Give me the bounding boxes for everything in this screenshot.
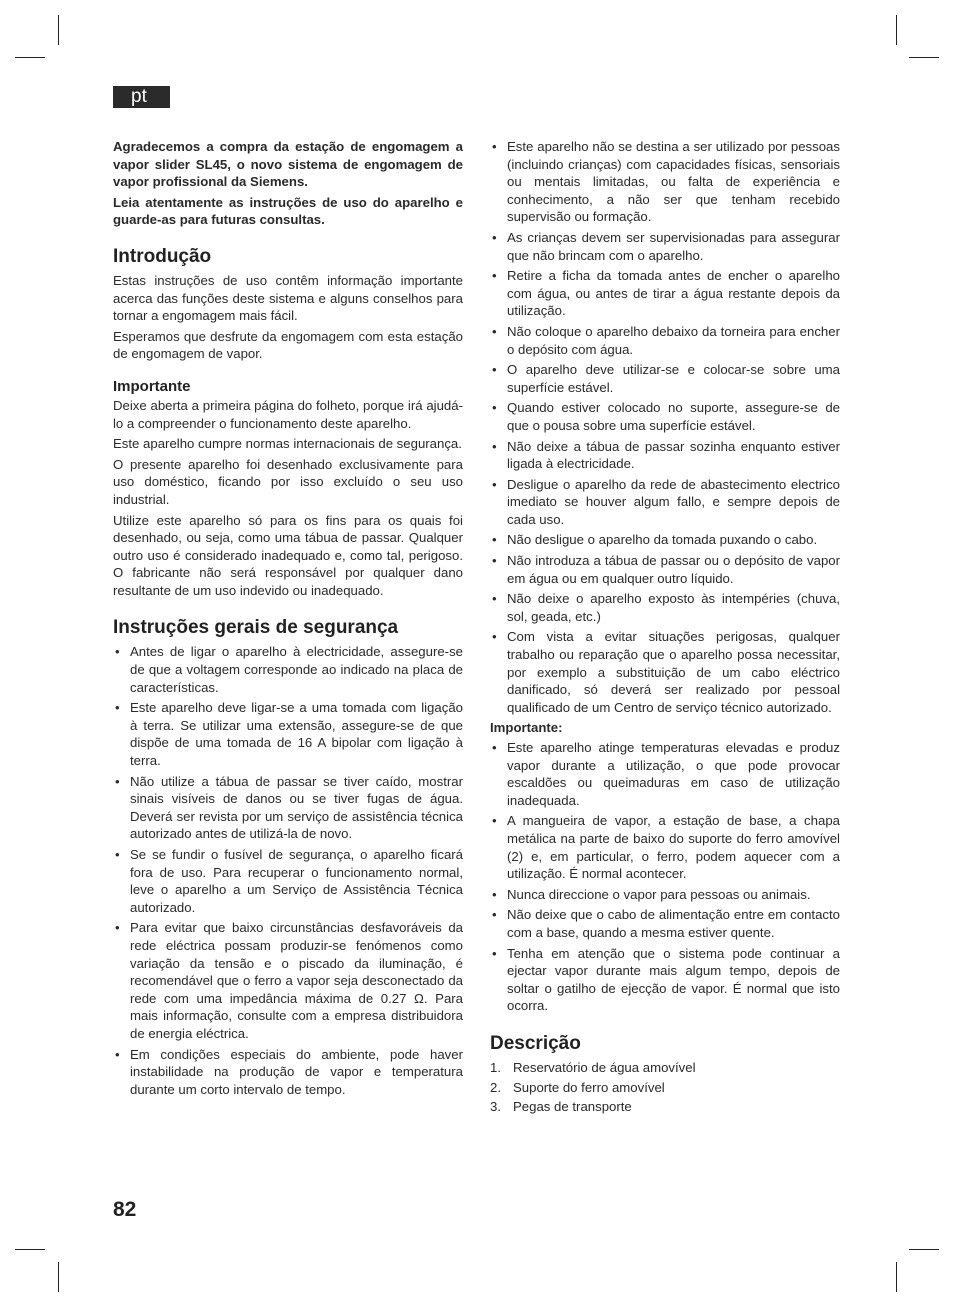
descricao-heading: Descrição — [490, 1032, 581, 1054]
importante-paragraph: Utilize este aparelho só para os fins para os quais foi desenhado, ou seja, como uma tábua de passar. Qualquer outro uso é considerado inadequado e, como tal, perigoso. O fabricante não será responsável por qualquer dano resultante de um uso indevido ou inadequado. — [113, 512, 463, 598]
introducao-paragraph: Esperamos que desfrute da engomagem com esta estação de engomagem de vapor. — [113, 328, 463, 362]
list-item: • Com vista a evitar situações perigosas, qualquer trabalho ou reparação que o aparelho possa necessitar, por exemplo a substituição de um cabo eléctrico danificado, só deverá ser realizado por pessoal qualificado de um Centro de serviço técnico autorizado. — [490, 628, 840, 716]
list-item: • Este aparelho não se destina a ser utilizado por pessoas (incluindo crianças) com capacidades físicas, sensoriais ou mentais limitadas, ou falta de experiência e conhecimento, a não ser que tenham recebido supervisão ou formação. — [490, 138, 840, 226]
crop-mark — [909, 1249, 939, 1250]
intro-thanks: Agradecemos a compra da estação de engomagem a vapor slider SL45, o novo sistema de engomagem de vapor profissional da Siemens. — [113, 139, 463, 190]
item-number: 3. — [490, 1099, 501, 1115]
list-item: • Não utilize a tábua de passar se tiver caído, mostrar sinais visíveis de danos ou se tiver fugas de água. Deverá ser revista por um serviço de assistência técnica autorizado antes de utilizá-la de novo. — [113, 773, 463, 843]
left-column — [113, 138, 463, 1101]
list-item: • Não deixe o aparelho exposto às intempéries (chuva, sol, geada, etc.) — [490, 590, 840, 625]
list-item: • Antes de ligar o aparelho à electricidade, assegure-se de que a voltagem corresponde ao indicado na placa de características. — [113, 643, 463, 696]
importante-label: Importante: — [490, 720, 563, 736]
language-tab: pt — [113, 86, 170, 108]
crop-mark — [909, 57, 939, 58]
intro-read-carefully: Leia atentamente as instruções de uso do aparelho e guarde-as para futuras consultas. — [113, 194, 463, 228]
seguranca-list-continued — [490, 138, 840, 716]
list-item: • A mangueira de vapor, a estação de base, a chapa metálica na parte de baixo do suporte do ferro amovível (2) e, em particular, o ferro, podem aquecer com a utilização. É normal acontecer. — [490, 812, 840, 882]
list-item: • Retire a ficha da tomada antes de encher o aparelho com água, ou antes de tirar a água restante depois da utilização. — [490, 267, 840, 320]
importante-paragraph: Este aparelho cumpre normas internacionais de segurança. — [113, 436, 462, 452]
list-item — [490, 1079, 840, 1097]
list-item: • Para evitar que baixo circunstâncias desfavoráveis da rede eléctrica possam produzir-se fenómenos como variação da tensão e o piscado da iluminação, é recomendável que o ferro a vapor seja desconectado da rede com uma impedância máxima de 0.27 Ω. Para mais informação, consulte com a empresa distribuidora de energia eléctrica. — [113, 919, 463, 1042]
item-text: Reservatório de água amovível — [513, 1059, 696, 1075]
importante-heading: Importante — [113, 377, 191, 395]
list-item: • Não deixe que o cabo de alimentação entre em contacto com a base, quando a mesma estiver quente. — [490, 906, 840, 941]
list-item: • Não deixe a tábua de passar sozinha enquanto estiver ligada à electricidade. — [490, 438, 840, 473]
page-number: 82 — [113, 1198, 137, 1221]
list-item: • As crianças devem ser supervisionadas para assegurar que não brincam com o aparelho. — [490, 229, 840, 264]
crop-mark — [896, 1262, 897, 1292]
item-text: Suporte do ferro amovível — [513, 1079, 665, 1095]
list-item: • Não desligue o aparelho da tomada puxando o cabo. — [490, 531, 840, 549]
list-item: • Não introduza a tábua de passar ou o depósito de vapor em água ou em qualquer outro líquido. — [490, 552, 840, 587]
item-text: Pegas de transporte — [513, 1099, 632, 1115]
importante-paragraph: O presente aparelho foi desenhado exclusivamente para uso doméstico, ficando por isso excluído o seu uso industrial. — [113, 456, 463, 507]
item-number: 1. — [490, 1059, 501, 1075]
crop-mark — [15, 57, 45, 58]
crop-mark — [58, 15, 59, 45]
list-item: • O aparelho deve utilizar-se e colocar-se sobre uma superfície estável. — [490, 361, 840, 396]
list-item — [490, 1059, 840, 1077]
list-item: • Tenha em atenção que o sistema pode continuar a ejectar vapor durante mais algum tempo, depois de soltar o gatilho de ejecção de vapor. É normal que isto ocorra. — [490, 945, 840, 1015]
importante-paragraph: Deixe aberta a primeira página do folheto, porque irá ajudá-lo a compreender o funcionamento deste aparelho. — [113, 397, 463, 431]
list-item: • Nunca direccione o vapor para pessoas ou animais. — [490, 886, 840, 904]
list-item — [490, 1098, 840, 1116]
descricao-list — [490, 1059, 840, 1116]
crop-mark — [15, 1249, 45, 1250]
seguranca-list — [113, 643, 463, 1098]
list-item: • Se se fundir o fusível de segurança, o aparelho ficará fora de uso. Para recuperar o funcionamento normal, leve o aparelho a um Serviço de Assistência Técnica autorizado. — [113, 846, 463, 916]
crop-mark — [896, 15, 897, 45]
list-item: • Desligue o aparelho da rede de abastecimento electrico imediato se houver algum fallo, e sempre depois de cada uso. — [490, 476, 840, 529]
list-item: • Este aparelho deve ligar-se a uma tomada com ligação à terra. Se utilizar uma extensão, assegure-se de que dispõe de uma tomada de 16 A bipolar com ligação à terra. — [113, 699, 463, 769]
right-column — [490, 138, 840, 1118]
importante-list — [490, 739, 840, 1015]
list-item: • Em condições especiais do ambiente, pode haver instabilidade na produção de vapor e temperatura durante um corto intervalo de tempo. — [113, 1046, 463, 1099]
crop-mark — [58, 1262, 59, 1292]
seguranca-heading: Instruções gerais de segurança — [113, 617, 399, 639]
item-number: 2. — [490, 1079, 501, 1095]
introducao-paragraph: Estas instruções de uso contêm informação importante acerca das funções deste sistema e alguns conselhos para tornar a engomagem mais fácil. — [113, 272, 463, 324]
introducao-heading: Introdução — [113, 245, 212, 267]
list-item: • Não coloque o aparelho debaixo da torneira para encher o depósito com água. — [490, 323, 840, 358]
list-item: • Quando estiver colocado no suporte, assegure-se de que o pousa sobre uma superfície estável. — [490, 399, 840, 434]
list-item: • Este aparelho atinge temperaturas elevadas e produz vapor durante a utilização, o que pode provocar escaldões ou queimaduras em caso de utilização inadequada. — [490, 739, 840, 809]
